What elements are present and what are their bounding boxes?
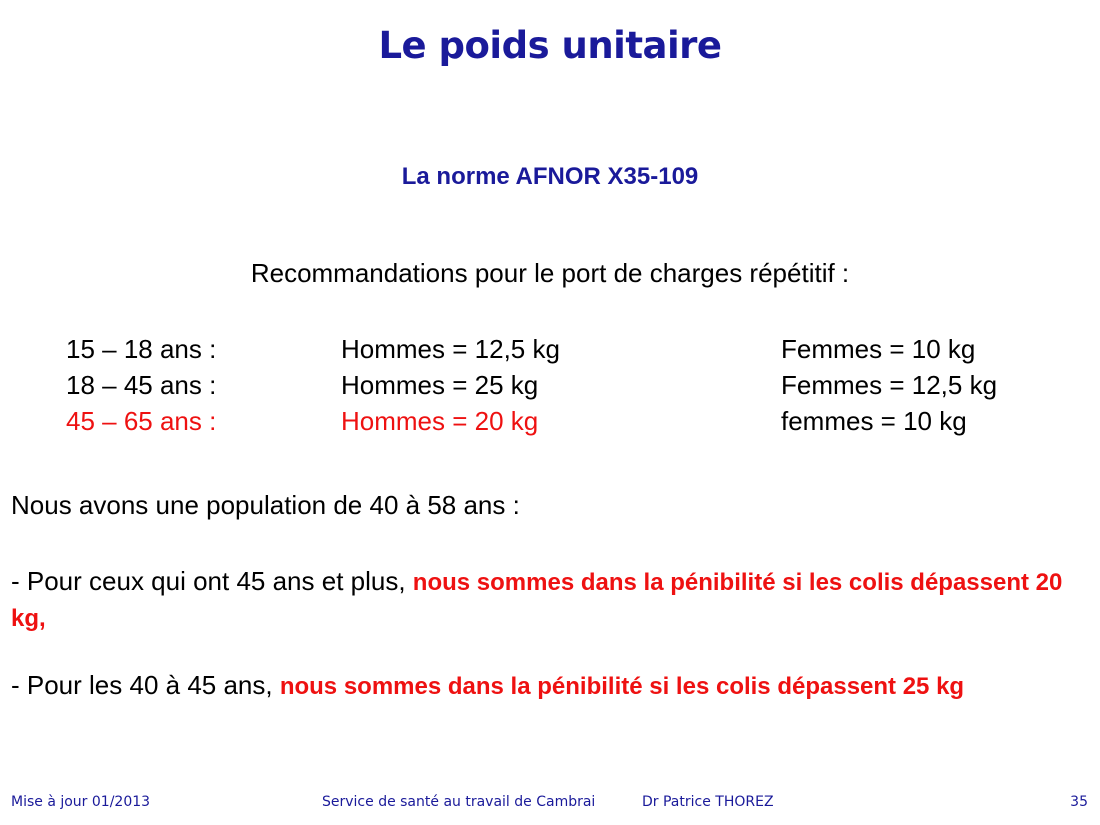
footer-service: Service de santé au travail de Cambrai <box>322 794 596 810</box>
slide-title: Le poids unitaire <box>378 24 722 67</box>
age-range: 45 – 65 ans : <box>66 406 217 436</box>
conclusion-paragraph <box>11 668 1091 704</box>
age-range: 18 – 45 ans : <box>66 370 217 400</box>
men-limit: Hommes = 25 kg <box>341 370 539 400</box>
age-range: 15 – 18 ans : <box>66 334 217 364</box>
conclusion-lead: - Pour ceux qui ont 45 ans et plus, <box>11 566 413 596</box>
conclusion-paragraph <box>11 564 1091 636</box>
recommendations-intro: Recommandations pour le port de charges répétitif : <box>250 258 850 288</box>
recommendation-row <box>0 367 1100 403</box>
women-limit: femmes = 10 kg <box>781 406 967 436</box>
conclusion-highlight: nous sommes dans la pénibilité si les colis dépassent 25 kg <box>279 673 965 700</box>
women-limit: Femmes = 10 kg <box>781 334 976 364</box>
men-limit: Hommes = 20 kg <box>341 406 539 436</box>
footer-update-date: Mise à jour 01/2013 <box>11 794 151 810</box>
recommendation-row <box>0 331 1100 367</box>
recommendation-row <box>0 403 1100 439</box>
slide-footer <box>0 794 1100 816</box>
footer-author: Dr Patrice THOREZ <box>642 794 774 810</box>
men-limit: Hommes = 12,5 kg <box>341 334 560 364</box>
conclusion-lead: - Pour les 40 à 45 ans, <box>11 670 280 700</box>
slide-subtitle: La norme AFNOR X35-109 <box>401 163 699 190</box>
population-statement: Nous avons une population de 40 à 58 ans : <box>11 490 520 520</box>
page-number: 35 <box>1070 794 1088 810</box>
conclusion-highlight: nous sommes dans la pénibilité si les colis dépassent 20 kg, <box>11 569 1063 632</box>
women-limit: Femmes = 12,5 kg <box>781 370 998 400</box>
